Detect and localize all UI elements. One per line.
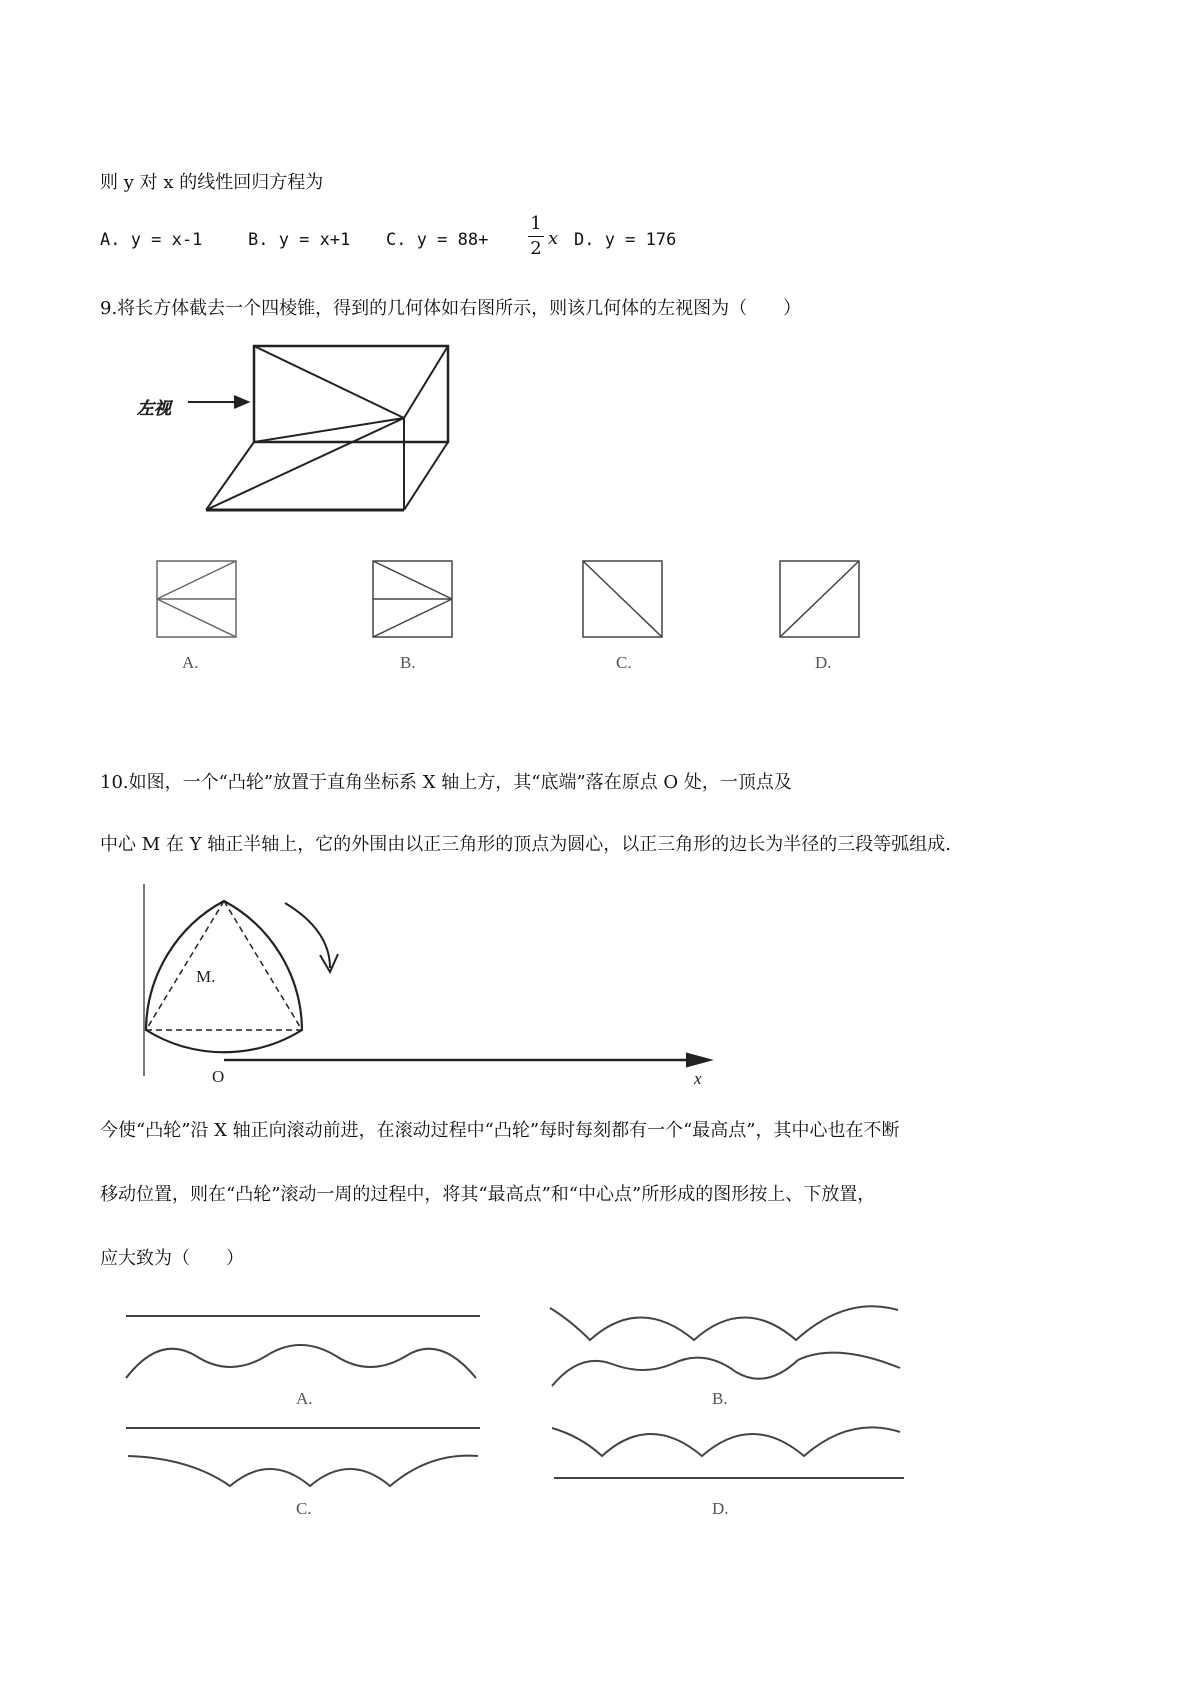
q8-intro: 则 y 对 x 的线性回归方程为 (100, 172, 324, 193)
q9-solid-figure (137, 346, 448, 510)
q9-option-c-label: C. (616, 653, 632, 672)
fraction-denominator: 2 (530, 238, 542, 259)
q9-option-b-label: B. (400, 653, 416, 672)
q9-stem: 9.将长方体截去一个四棱锥，得到的几何体如右图所示，则该几何体的左视图为（ ） (100, 298, 802, 319)
x-axis (224, 1053, 712, 1067)
rotation-arrow-icon (285, 903, 338, 972)
q10-cam-figure (144, 884, 712, 1088)
q9-option-b-figure (373, 561, 452, 637)
q9-option-d-label: D. (815, 653, 832, 672)
q10-stem-line-2: 中心 M 在 Y 轴正半轴上，它的外围由以正三角形的顶点为圆心，以正三角形的边长为半径的三段等弧组成. (100, 834, 951, 855)
cam-center-label: M. (196, 967, 216, 986)
q10-option-c-label: C. (296, 1499, 312, 1518)
origin-label: O (212, 1067, 225, 1086)
q8-option-d: D. y = 176 (574, 230, 677, 250)
q10-option-d-figure (552, 1427, 904, 1478)
q10-option-b-label: B. (712, 1389, 728, 1408)
q8-option-a: A. y = x-1 (100, 230, 203, 250)
q8-option-c: C. y = 88+ (386, 230, 489, 250)
q10-paragraph-line-1: 今使“凸轮”沿 X 轴正向滚动前进，在滚动过程中“凸轮”每时每刻都有一个“最高点”，其中心也在不断 (100, 1120, 900, 1141)
q10-stem-line-1: 10.如图，一个“凸轮”放置于直角坐标系 X 轴上方，其“底端”落在原点 O 处，一顶点及 (100, 772, 792, 793)
q10-option-c-figure (126, 1428, 480, 1486)
q9-option-a-label: A. (182, 653, 199, 672)
q9-option-d-figure (780, 561, 859, 637)
q10-option-a-figure (126, 1316, 480, 1378)
q10-option-d-label: D. (712, 1499, 729, 1518)
q9-left-view-arrow (188, 396, 248, 408)
q10-paragraph-line-2: 移动位置，则在“凸轮”滚动一周的过程中，将其“最高点”和“中心点”所形成的图形按上、下放置， (100, 1184, 876, 1205)
q8-option-b: B. y = x+1 (248, 230, 351, 250)
q10-option-b-figure (550, 1306, 900, 1386)
x-axis-label: x (694, 1069, 702, 1088)
q10-option-a-label: A. (296, 1389, 313, 1408)
q9-option-a-figure (157, 561, 236, 637)
q8-option-c-variable: x (548, 228, 559, 249)
q9-left-view-label: 左视 (137, 399, 171, 418)
q10-paragraph-line-3: 应大致为（ ） (100, 1248, 244, 1269)
fraction-numerator: 1 (530, 213, 542, 234)
q9-option-c-figure (583, 561, 662, 637)
